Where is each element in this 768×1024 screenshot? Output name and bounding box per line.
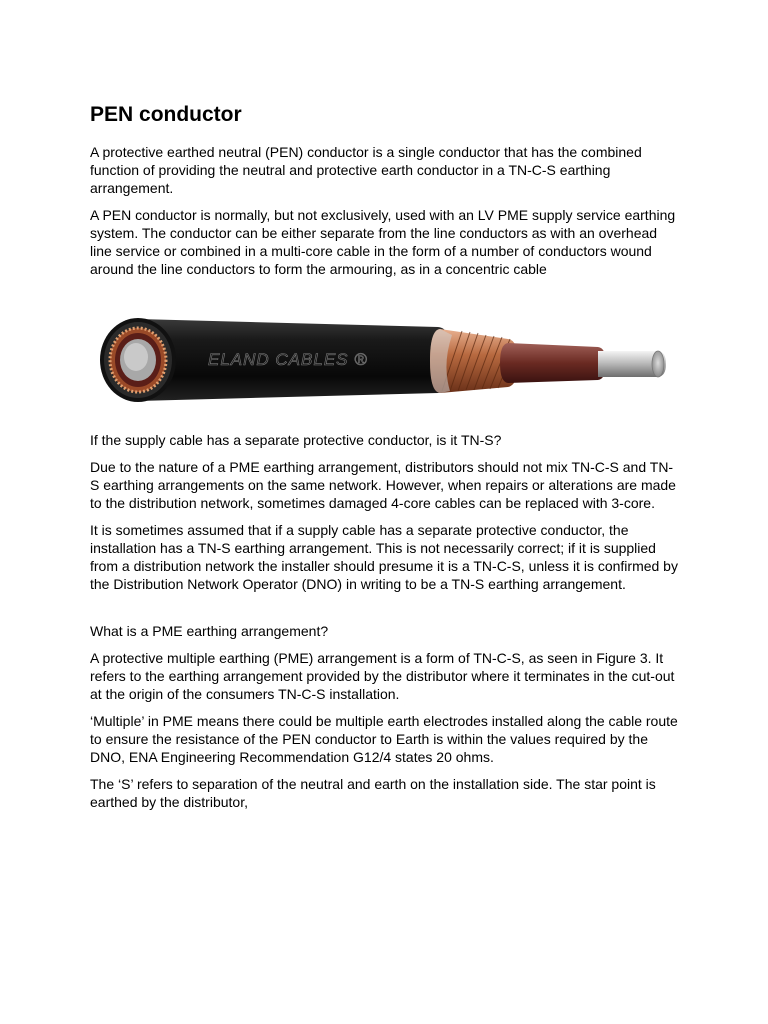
paragraph-pme-definition: A protective multiple earthing (PME) arrangement is a form of TN-C-S, as seen in Figure 3. It refers to the earthing arrangement provided by the distributor where it terminates in the cut-out at the origin of the consumers TN-C-S installation. xyxy=(90,650,675,702)
paragraph-multiple-meaning: ‘Multiple’ in PME means there could be multiple earth electrodes installed along the cable route to ensure the resistance of the PEN conductor to Earth is within the values required by the DNO, ENA Engineering Recommendation G12/4 states 20 ohms. xyxy=(90,713,678,765)
paragraph-pme-nature: Due to the nature of a PME earthing arrangement, distributors should not mix TN-C-S and TN-S earthing arrangements on the same network. However, when repairs or alterations are made to the distribution network, sometimes damaged 4-core cables can be replaced with 3-core. xyxy=(90,459,676,511)
question-pme: What is a PME earthing arrangement? xyxy=(90,623,329,639)
page-title: PEN conductor xyxy=(90,103,242,126)
cable-image xyxy=(90,305,675,413)
paragraph-pen-usage: A PEN conductor is normally, but not exclusively, used with an LV PME supply service earthing system. The conductor can be either separate from the line conductors as with an overhead line service or combined in a multi-core cable in the form of a number of conductors wound around the line conductors to form the armouring, as in a concentric cable xyxy=(90,207,676,277)
paragraph-s-meaning: The ‘S’ refers to separation of the neutral and earth on the installation side. The star point is earthed by the distributor, xyxy=(90,776,656,810)
core-insulation xyxy=(500,343,606,383)
cable-cross-section xyxy=(100,318,176,402)
paragraph-pen-definition: A protective earthed neutral (PEN) conductor is a single conductor that has the combined function of providing the neutral and protective earth conductor in a TN-C-S earthing arrangement. xyxy=(90,144,642,196)
spacer xyxy=(90,602,680,622)
paragraph-tn-s-assumption: It is sometimes assumed that if a supply cable has a separate protective conductor, the installation has a TN-S earthing arrangement. This is not necessarily correct; if it is supplied from a distribution network the installer should presume it is a TN-C-S, unless it is confirmed by the Distribution Network Operator (DNO) in writing to be a TN-S earthing arrangement. xyxy=(90,522,678,592)
question-tn-s: If the supply cable has a separate protective conductor, is it TN-S? xyxy=(90,432,502,448)
concentric-cable-illustration xyxy=(90,305,675,413)
document-page xyxy=(90,102,680,820)
cable-brand-label: ELAND CABLES ® xyxy=(208,350,368,369)
